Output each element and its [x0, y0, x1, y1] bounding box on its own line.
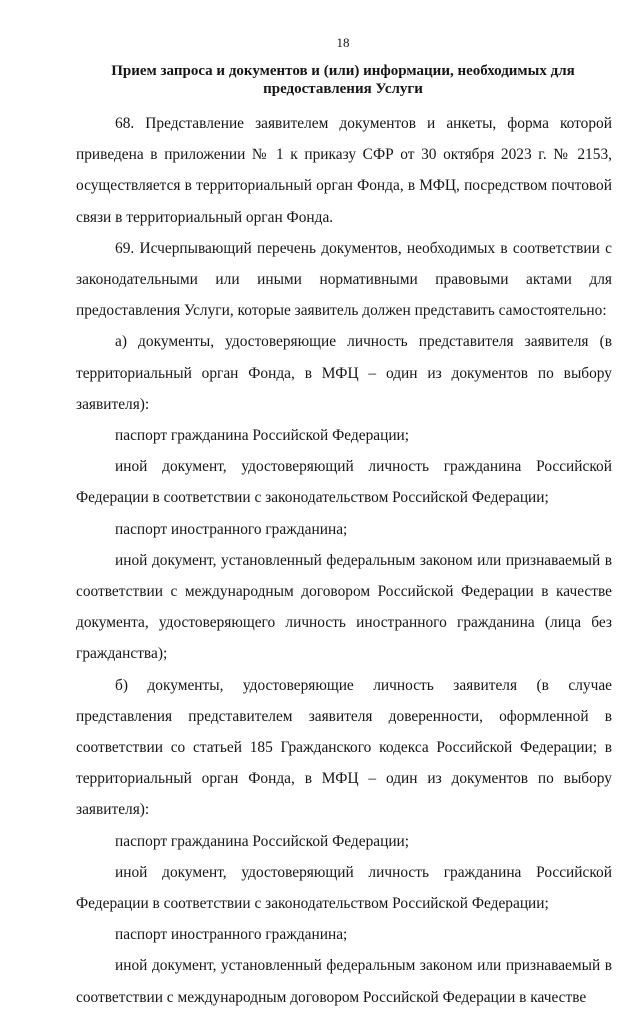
list-item: паспорт гражданина Российской Федерации; [115, 832, 410, 850]
item-b-applicant-documents: б) документы, удостоверяющие личность заявителя (в случае представления представителем заявителя доверенности, оформленной в соответствии со статьей 185 Гражданского кодекса Российской Федерации; в территориальный орган Фонда, в МФЦ – один из документов по выбору заявителя): [76, 676, 612, 819]
list-item: паспорт иностранного гражданина; [115, 520, 348, 538]
list-item: иной документ, установленный федеральным законом или признаваемый в соответствии с международным договором Российской Федерации в качестве [76, 957, 612, 1006]
body-text [76, 108, 612, 1013]
paragraph-68: 68. Представление заявителем документов и анкеты, форма которой приведена в приложении № 1 к приказу СФР от 30 октября 2023 г. № 2153, осуществляется в территориальный орган Фонда, в МФЦ, посредством почтовой связи в территориальный орган Фонда. [76, 115, 612, 226]
list-item: иной документ, удостоверяющий личность гражданина Российской Федерации в соответствии с законодательством Российской Федерации; [76, 458, 612, 507]
list-item: иной документ, установленный федеральным законом или признаваемый в соответствии с международным договором Российской Федерации в качестве документа, удостоверяющего личность иностранного гражданина (лица без гражданства); [76, 551, 612, 663]
item-a-representative-documents: а) документы, удостоверяющие личность представителя заявителя (в территориальный орган Фонда, в МФЦ – один из документов по выбору заявителя): [76, 333, 612, 413]
page-number: 18 [336, 35, 350, 50]
list-item: иной документ, удостоверяющий личность гражданина Российской Федерации в соответствии с законодательством Российской Федерации; [76, 863, 612, 913]
section-heading: Прием запроса и документов и (или) информации, необходимых для предоставления Услуги [111, 63, 575, 97]
list-item: паспорт гражданина Российской Федерации; [115, 427, 410, 445]
list-item: паспорт иностранного гражданина; [115, 926, 348, 944]
paragraph-69: 69. Исчерпывающий перечень документов, необходимых в соответствии с законодательными или иными нормативными правовыми актами для предоставления Услуги, которые заявитель должен представить самостоятельно: [76, 239, 612, 320]
